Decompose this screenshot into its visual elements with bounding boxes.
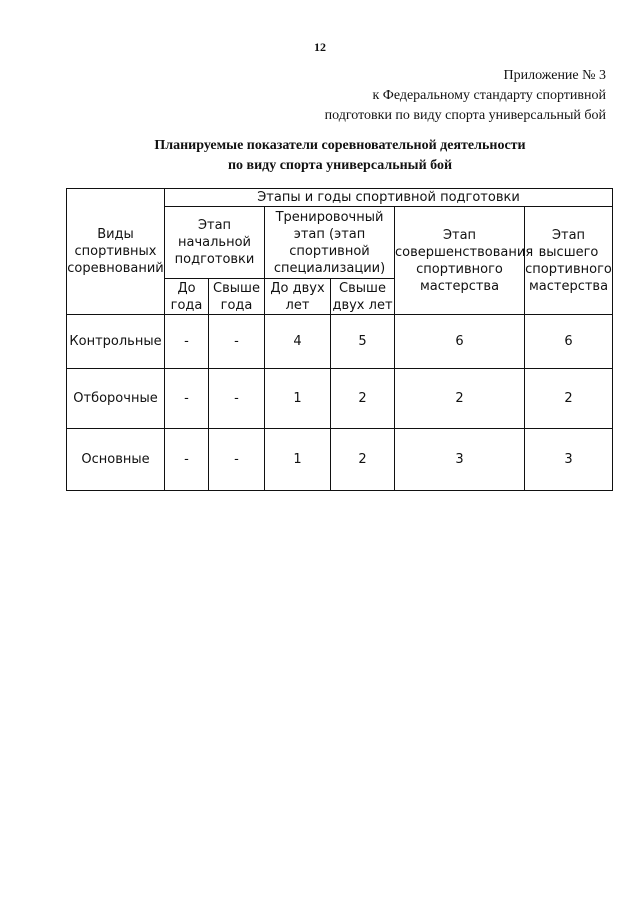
table-cell: 2 bbox=[331, 429, 395, 491]
appendix-line-2: к Федеральному стандарту спортивной bbox=[372, 88, 606, 103]
table-row bbox=[67, 429, 613, 491]
table-cell: - bbox=[165, 369, 209, 429]
appendix-line-3: подготовки по виду спорта универсальный бой bbox=[324, 108, 606, 123]
table-row bbox=[67, 315, 613, 369]
row-header-cell: Виды спортивных соревнований bbox=[67, 189, 165, 315]
table-cell: 2 bbox=[331, 369, 395, 429]
sub-header-over-two-years: Свыше двух лет bbox=[332, 280, 393, 313]
row-label: Контрольные bbox=[67, 315, 165, 369]
table-cell: 2 bbox=[395, 369, 525, 429]
page-number: 12 bbox=[314, 40, 326, 54]
stage-header-initial: Этап начальной подготовки bbox=[165, 207, 265, 279]
appendix-line-1: Приложение № 3 bbox=[503, 68, 606, 83]
document-title bbox=[0, 136, 640, 176]
table-cell: 6 bbox=[525, 315, 613, 369]
stage-header-highest: Этап высшего спортивного мастерства bbox=[525, 207, 613, 315]
table-cell: - bbox=[209, 429, 265, 491]
sub-header-up-to-two-years: До двух лет bbox=[265, 279, 331, 315]
table-cell: 1 bbox=[265, 369, 331, 429]
table-cell: 1 bbox=[265, 429, 331, 491]
table-cell: - bbox=[209, 315, 265, 369]
title-line-2: по виду спорта универсальный бой bbox=[227, 158, 453, 173]
table-cell: 3 bbox=[525, 429, 613, 491]
table-cell: 4 bbox=[265, 315, 331, 369]
sub-header-up-to-year: До года bbox=[165, 279, 209, 315]
table-cell: 5 bbox=[331, 315, 395, 369]
table-cell: - bbox=[165, 429, 209, 491]
table-cell: 2 bbox=[525, 369, 613, 429]
title-line-1: Планируемые показатели соревновательной деятельности bbox=[154, 138, 526, 153]
table-row bbox=[67, 369, 613, 429]
row-label: Отборочные bbox=[67, 369, 165, 429]
sub-header-over-year: Свыше года bbox=[209, 279, 265, 315]
table-cell: 6 bbox=[395, 315, 525, 369]
group-header-cell: Этапы и годы спортивной подготовки bbox=[165, 189, 613, 207]
table-cell: - bbox=[165, 315, 209, 369]
indicators-table bbox=[66, 188, 613, 491]
appendix-header bbox=[246, 66, 606, 126]
stage-header-improvement: Этап совершенствования спортивного мастерства bbox=[395, 207, 525, 315]
table-cell: 3 bbox=[395, 429, 525, 491]
table-cell: - bbox=[209, 369, 265, 429]
row-label: Основные bbox=[67, 429, 165, 491]
stage-header-training: Тренировочный этап (этап спортивной специализации) bbox=[265, 207, 395, 279]
